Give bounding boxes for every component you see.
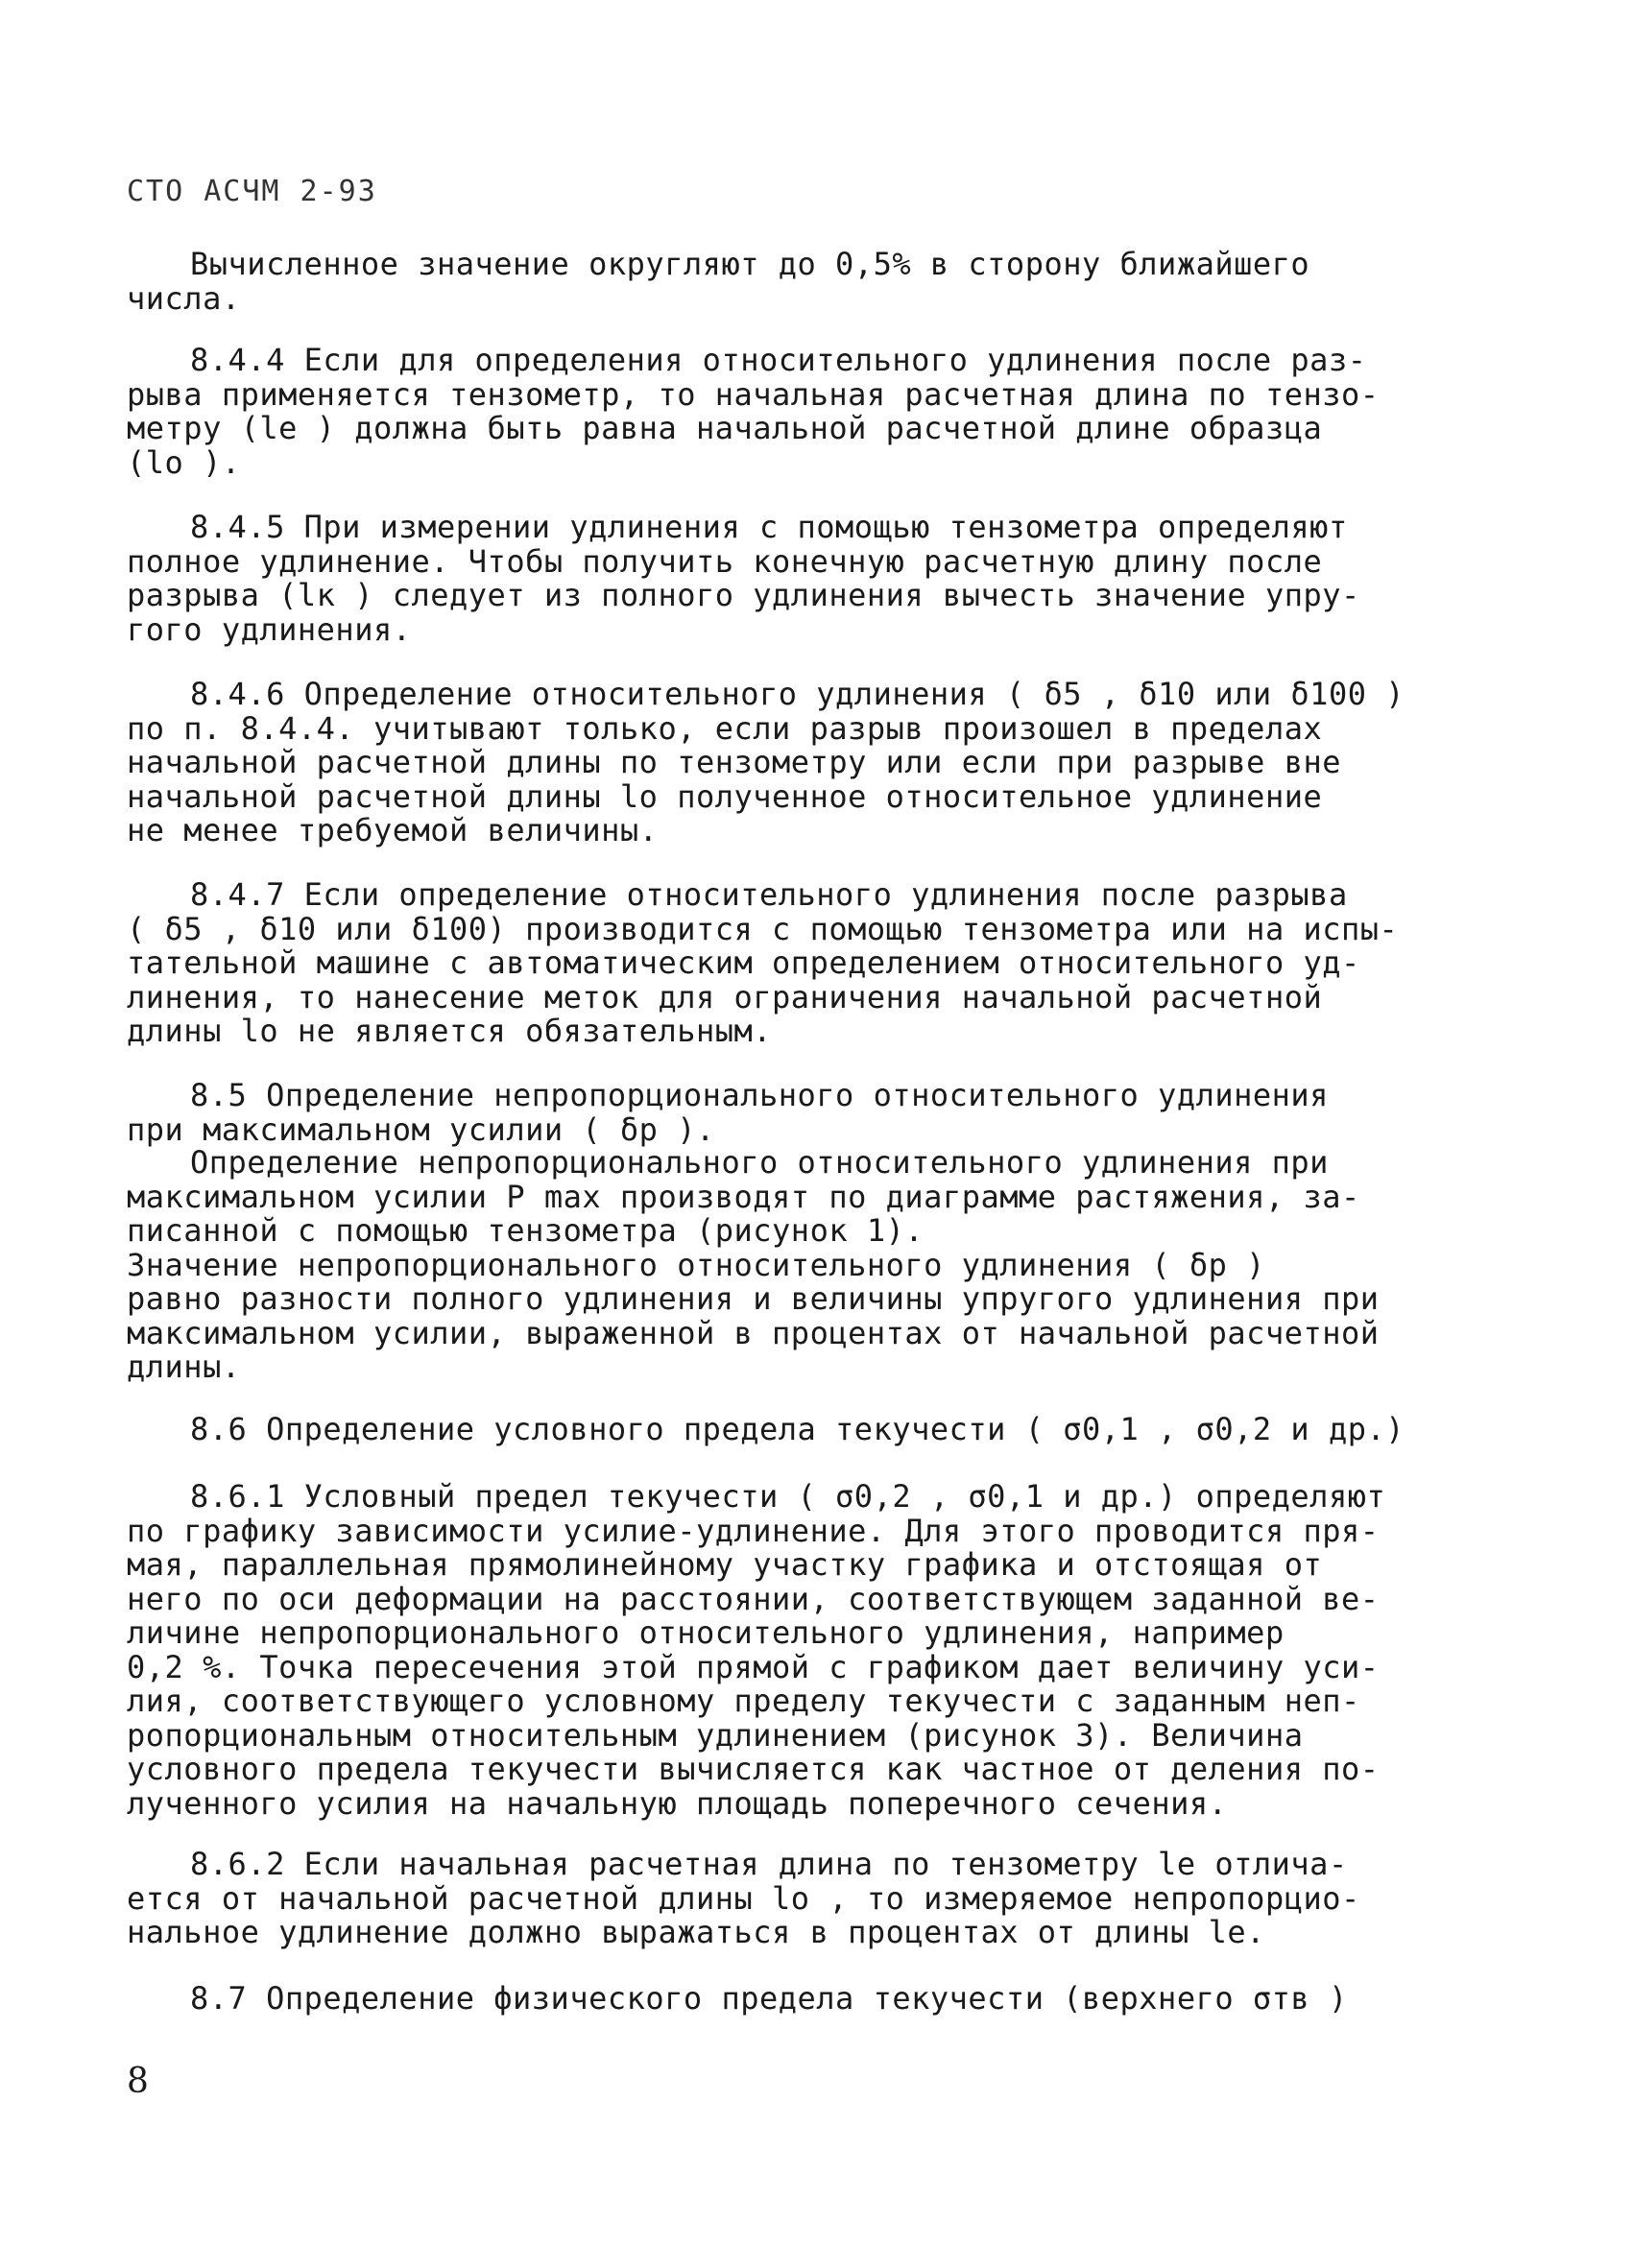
paragraph-line: тательной машине с автоматическим определением относительного уд- — [127, 946, 1360, 981]
paragraph-line: не менее требуемой величины. — [127, 814, 659, 848]
paragraph-line: лия, соответствующего условному пределу текучести с заданным неп- — [127, 1684, 1360, 1719]
paragraph-line: Вычисленное значение округляют до 0,5% в сторону ближайшего — [190, 248, 1310, 282]
paragraph-line: ропорциональным относительным удлинением (рисунок 3). Величина — [127, 1718, 1304, 1753]
paragraph-line: 8.6.2 Если начальная расчетная длина по тензометру lе отлича- — [190, 1848, 1348, 1882]
paragraph — [127, 1982, 1500, 2017]
paragraph — [127, 678, 1500, 848]
page-number: 8 — [127, 2062, 149, 2101]
paragraph — [127, 344, 1500, 480]
paragraph-line: ется от начальной расчетной длины lо , то измеряемое непропорцио- — [127, 1881, 1360, 1916]
paragraph-line: метру (lе ) должна быть равна начальной расчетной длине образца — [127, 412, 1323, 446]
paragraph-line: гого удлинения. — [127, 612, 412, 647]
paragraph-line: условного предела текучести вычисляется как частное от деления по- — [127, 1753, 1380, 1787]
paragraph-line: длины lо не является обязательным. — [127, 1015, 773, 1049]
paragraph-line: лученного усилия на начальную площадь поперечного сечения. — [127, 1786, 1228, 1821]
paragraph — [127, 1146, 1500, 1385]
paragraph-line: по графику зависимости усилие-удлинение. Для этого проводится пря- — [127, 1514, 1380, 1548]
paragraph-line: максимальном усилии P max производят по диаграмме растяжения, за- — [127, 1180, 1360, 1214]
paragraph-line: начальной расчетной длины lо полученное относительное удлинение — [127, 779, 1323, 814]
paragraph-line: Определение непропорционального относительного удлинения при — [190, 1146, 1329, 1181]
paragraph — [127, 1480, 1500, 1821]
paragraph-line: равно разности полного удлинения и величины упругого удлинения при — [127, 1282, 1380, 1317]
paragraph-line: при максимальном усилии ( δp ). — [127, 1112, 715, 1147]
paragraph-line: 8.7 Определение физического предела текучести (верхнего σтв ) — [190, 1982, 1348, 2017]
paragraph-line: максимальном усилии, выраженной в процентах от начальной расчетной — [127, 1316, 1380, 1350]
paragraph-line: рыва применяется тензометр, то начальная расчетная длина по тензо- — [127, 377, 1380, 412]
paragraph-line: Значение непропорционального относительного удлинения ( δp ) — [127, 1248, 1265, 1282]
paragraph-line: линения, то нанесение меток для ограничения начальной расчетной — [127, 980, 1323, 1015]
paragraph — [127, 1079, 1500, 1147]
paragraph-line: 8.4.5 При измерении удлинения с помощью тензометра определяют — [190, 511, 1348, 545]
paragraph — [127, 878, 1500, 1049]
paragraph — [127, 1848, 1500, 1950]
paragraph-line: 8.6.1 Условный предел текучести ( σ0,2 , σ0,1 и др.) определяют — [190, 1480, 1386, 1515]
paragraph-line: (lо ). — [127, 445, 241, 480]
paragraph-line: разрыва (lк ) следует из полного удлинения вычесть значение упру- — [127, 579, 1360, 613]
paragraph — [127, 1413, 1500, 1447]
paragraph-line: числа. — [127, 281, 241, 316]
paragraph-line: мая, параллельная прямолинейному участку графика и отстоящая от — [127, 1548, 1323, 1583]
paragraph-line: личине непропорционального относительного удлинения, например — [127, 1616, 1285, 1651]
paragraph-line: начальной расчетной длины по тензометру или если при разрыве вне — [127, 746, 1341, 780]
paragraph-line: 0,2 %. Точка пересечения этой прямой с графиком дает величину уси- — [127, 1650, 1380, 1684]
paragraph-line: 8.5 Определение непропорционального относительного удлинения — [190, 1079, 1329, 1113]
paragraph-line: 8.4.4 Если для определения относительного удлинения после раз- — [190, 344, 1367, 378]
paragraph-line: него по оси деформации на расстоянии, соответствующем заданной ве- — [127, 1582, 1380, 1616]
paragraph-line: 8.4.7 Если определение относительного удлинения после разрыва — [190, 878, 1348, 913]
paragraph-line: нальное удлинение должно выражаться в процентах от длины lе. — [127, 1916, 1265, 1950]
paragraph — [127, 248, 1500, 316]
paragraph-line: по п. 8.4.4. учитывают только, если разрыв произошел в пределах — [127, 711, 1323, 746]
paragraph-line: длины. — [127, 1350, 241, 1385]
paragraph-line: писанной с помощью тензометра (рисунок 1). — [127, 1214, 925, 1249]
paragraph-line: ( δ5 , δ10 или δ100) производится с помощью тензометра или на испы- — [127, 912, 1399, 946]
paragraph-line: 8.4.6 Определение относительного удлинения ( δ5 , δ10 или δ100 ) — [190, 678, 1405, 712]
paragraph-line: полное удлинение. Чтобы получить конечную расчетную длину после — [127, 544, 1323, 579]
paragraph-line: 8.6 Определение условного предела текучести ( σ0,1 , σ0,2 и др.) — [190, 1413, 1405, 1447]
document-header: СТО АСЧМ 2-93 — [127, 175, 377, 208]
paragraph — [127, 511, 1500, 647]
